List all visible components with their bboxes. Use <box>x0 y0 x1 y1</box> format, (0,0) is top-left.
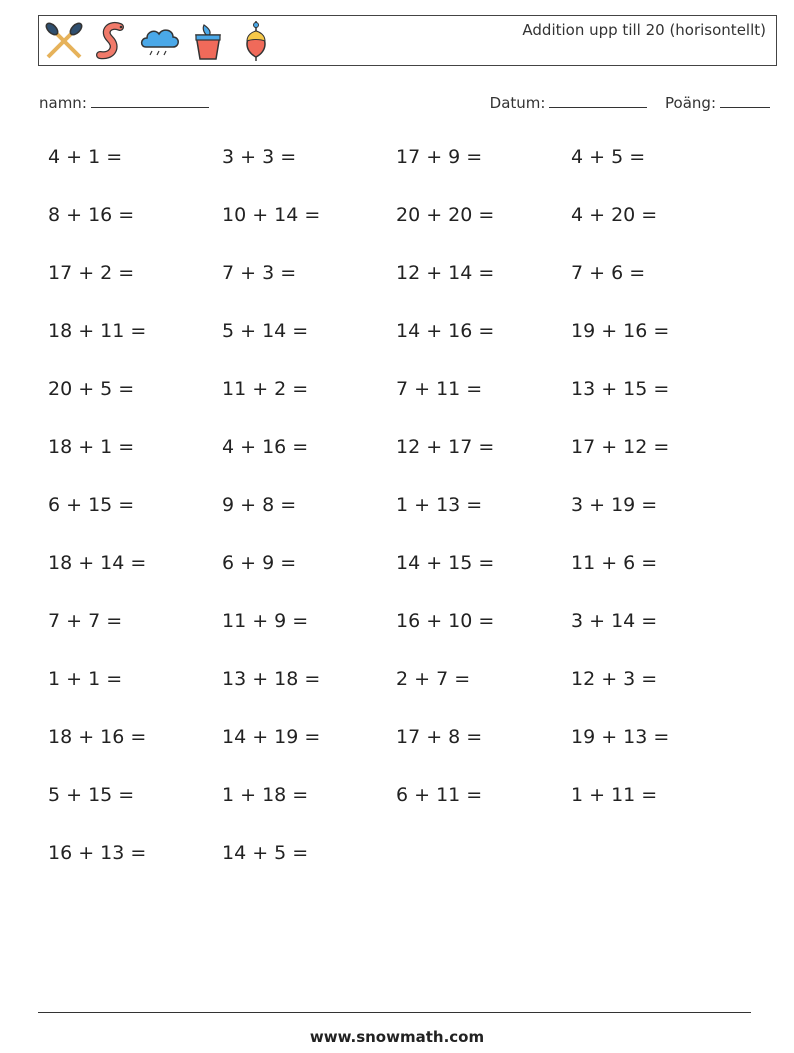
problem-item: 16 + 10 = <box>396 610 495 632</box>
problem-item: 13 + 15 = <box>571 378 670 400</box>
problem-item: 18 + 1 = <box>48 436 135 458</box>
problem-item: 14 + 5 = <box>222 842 309 864</box>
problem-item: 16 + 13 = <box>48 842 147 864</box>
problem-item: 14 + 16 = <box>396 320 495 342</box>
problem-item: 18 + 14 = <box>48 552 147 574</box>
problem-item: 6 + 9 = <box>222 552 297 574</box>
worksheet-header <box>38 15 777 66</box>
worksheet-title: Addition upp till 20 (horisontellt) <box>522 21 766 39</box>
problem-item: 12 + 17 = <box>396 436 495 458</box>
problem-item: 8 + 16 = <box>48 204 135 226</box>
problem-item: 7 + 3 = <box>222 262 297 284</box>
problem-item: 7 + 11 = <box>396 378 483 400</box>
score-label: Poäng: <box>665 94 716 112</box>
problem-item: 4 + 1 = <box>48 146 123 168</box>
problem-item: 19 + 16 = <box>571 320 670 342</box>
name-blank-line[interactable] <box>91 93 209 108</box>
problem-item: 1 + 13 = <box>396 494 483 516</box>
problem-item: 4 + 20 = <box>571 204 658 226</box>
problem-item: 7 + 7 = <box>48 610 123 632</box>
problem-item: 2 + 7 = <box>396 668 471 690</box>
problem-item: 4 + 5 = <box>571 146 646 168</box>
problem-item: 1 + 18 = <box>222 784 309 806</box>
date-label: Datum: <box>489 94 546 112</box>
bucket-with-fish-icon <box>186 19 230 63</box>
problem-item: 13 + 18 = <box>222 668 321 690</box>
problem-item: 11 + 9 = <box>222 610 309 632</box>
problem-item: 6 + 15 = <box>48 494 135 516</box>
score-blank-line[interactable] <box>720 93 770 108</box>
date-score-fields <box>490 93 770 112</box>
date-blank-line[interactable] <box>549 93 647 108</box>
header-icons <box>42 19 278 63</box>
problem-item: 3 + 19 = <box>571 494 658 516</box>
problem-item: 17 + 9 = <box>396 146 483 168</box>
problem-item: 18 + 11 = <box>48 320 147 342</box>
name-field[interactable] <box>39 93 209 112</box>
fishing-float-icon <box>234 19 278 63</box>
crossed-oars-icon <box>42 19 86 63</box>
problem-item: 5 + 14 = <box>222 320 309 342</box>
problem-item: 9 + 8 = <box>222 494 297 516</box>
problem-item: 14 + 15 = <box>396 552 495 574</box>
name-label: namn: <box>39 94 87 112</box>
problem-item: 17 + 2 = <box>48 262 135 284</box>
problem-item: 17 + 8 = <box>396 726 483 748</box>
problem-item: 3 + 3 = <box>222 146 297 168</box>
problem-item: 3 + 14 = <box>571 610 658 632</box>
problem-item: 1 + 1 = <box>48 668 123 690</box>
rain-cloud-icon <box>138 19 182 63</box>
problem-item: 19 + 13 = <box>571 726 670 748</box>
student-info-row <box>39 93 770 117</box>
problem-item: 10 + 14 = <box>222 204 321 226</box>
problem-item: 20 + 5 = <box>48 378 135 400</box>
problem-item: 11 + 2 = <box>222 378 309 400</box>
problem-item: 12 + 14 = <box>396 262 495 284</box>
problem-item: 12 + 3 = <box>571 668 658 690</box>
problem-item: 4 + 16 = <box>222 436 309 458</box>
problem-item: 18 + 16 = <box>48 726 147 748</box>
problem-item: 6 + 11 = <box>396 784 483 806</box>
problem-item: 5 + 15 = <box>48 784 135 806</box>
problem-item: 20 + 20 = <box>396 204 495 226</box>
problem-item: 11 + 6 = <box>571 552 658 574</box>
problem-item: 1 + 11 = <box>571 784 658 806</box>
problem-item: 17 + 12 = <box>571 436 670 458</box>
problem-item: 14 + 19 = <box>222 726 321 748</box>
worm-icon <box>90 19 134 63</box>
footer-url[interactable]: www.snowmath.com <box>309 1028 485 1046</box>
footer-divider <box>38 1012 751 1013</box>
problem-item: 7 + 6 = <box>571 262 646 284</box>
